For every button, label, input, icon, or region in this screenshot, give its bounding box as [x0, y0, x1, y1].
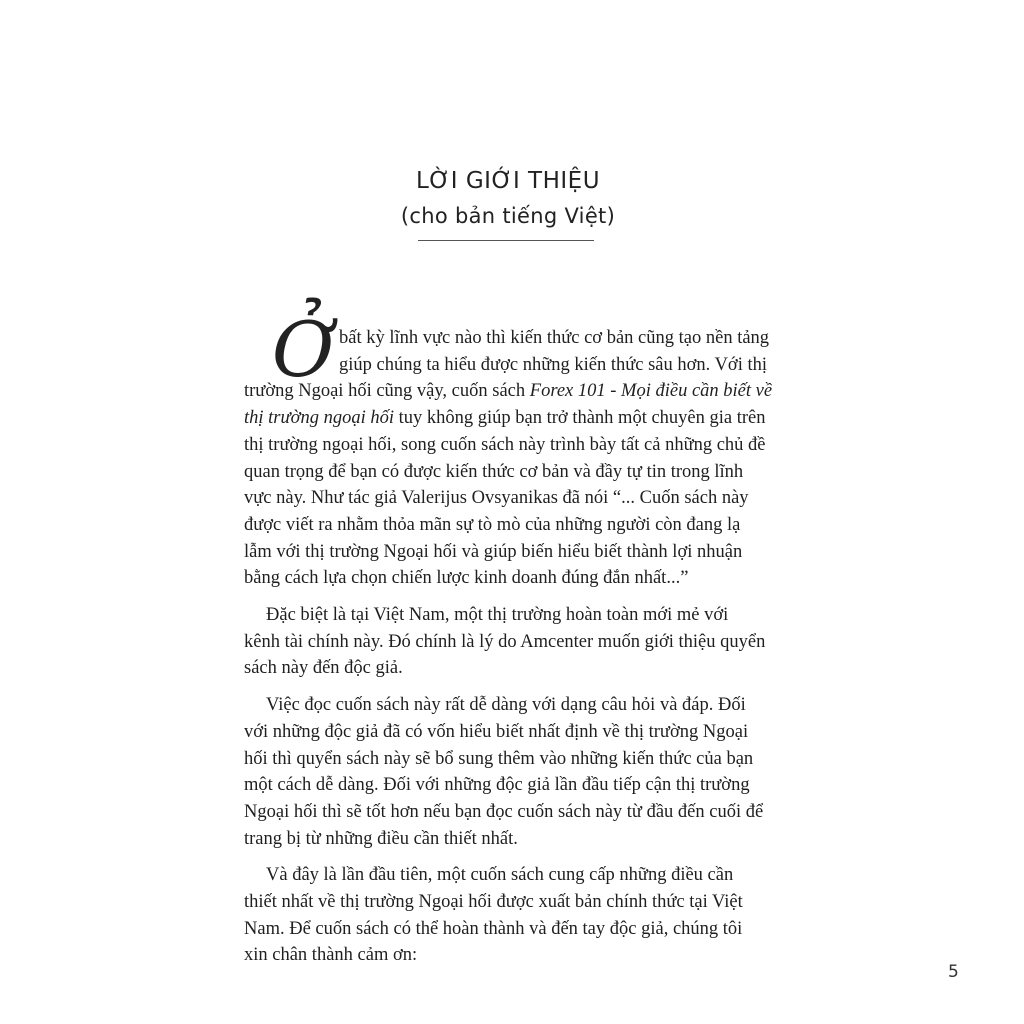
paragraph-4: [244, 862, 788, 969]
page-number: 5: [948, 962, 959, 982]
body-text: [244, 325, 788, 969]
paragraph-2: [244, 602, 788, 682]
text-line: Nam. Để cuốn sách có thể hoàn thành và đến tay độc giả, chúng tôi: [244, 918, 743, 939]
text-line: giúp chúng ta hiểu được những kiến thức sâu hơn. Với thị: [339, 354, 768, 375]
text-line: một cách dễ dàng. Đối với những độc giả lần đầu tiếp cận thị trường: [244, 775, 750, 796]
text-line: kênh tài chính này. Đó chính là lý do Amcenter muốn giới thiệu quyển: [244, 631, 766, 652]
text-line: lẫm với thị trường Ngoại hối và giúp biến hiểu biết thành lợi nhuận: [244, 541, 743, 562]
paragraph-3: [244, 692, 788, 852]
text-line: vực này. Như tác giả Valerijus Ovsyanikas đã nói “... Cuốn sách này: [244, 488, 749, 509]
text-line: thiết nhất về thị trường Ngoại hối được xuất bản chính thức tại Việt: [244, 892, 743, 913]
book-title-italic: thị trường ngoại hối: [244, 408, 394, 429]
text-line: sách này đến độc giả.: [244, 658, 403, 679]
text-line: bằng cách lựa chọn chiến lược kinh doanh đúng đắn nhất...”: [244, 568, 689, 589]
drop-cap: Ở: [272, 305, 335, 394]
text-line: hối thì quyển sách này sẽ bổ sung thêm vào những kiến thức của bạn: [244, 748, 754, 769]
text-line: Và đây là lần đầu tiên, một cuốn sách cung cấp những điều cần: [266, 865, 734, 886]
text-line: với những độc giả đã có vốn hiểu biết nhất định về thị trường Ngoại: [244, 721, 749, 742]
text-run: trường Ngoại hối cũng vậy, cuốn sách: [244, 381, 530, 402]
title-underline: [418, 240, 594, 241]
text-line: [244, 378, 788, 405]
text-line: xin chân thành cảm ơn:: [244, 945, 418, 966]
book-title-italic: Forex 101 - Mọi điều cần biết về: [529, 381, 773, 402]
text-line: thị trường ngoại hối, song cuốn sách này trình bày tất cả những chủ đề: [244, 434, 766, 455]
paragraph-1: [244, 325, 788, 592]
text-line: Đặc biệt là tại Việt Nam, một thị trường hoàn toàn mới mẻ với: [266, 605, 729, 626]
text-line: quan trọng để bạn có được kiến thức cơ bản và đầy tự tin trong lĩnh: [244, 461, 744, 482]
page-subtitle: (cho bản tiếng Việt): [400, 204, 616, 228]
page-title: LỜI GIỚI THIỆU: [415, 168, 601, 194]
text-run: tuy không giúp bạn trở thành một chuyên gia trên: [394, 408, 766, 429]
text-line: trang bị từ những điều cần thiết nhất.: [244, 828, 518, 849]
text-line: bất kỳ lĩnh vực nào thì kiến thức cơ bản cũng tạo nền tảng: [339, 328, 770, 348]
text-line: [244, 405, 788, 432]
text-line: Ngoại hối thì sẽ tốt hơn nếu bạn đọc cuốn sách này từ đầu đến cuối để: [244, 801, 764, 822]
text-line: Việc đọc cuốn sách này rất dễ dàng với dạng câu hỏi và đáp. Đối: [266, 695, 746, 716]
text-line: được viết ra nhằm thỏa mãn sự tò mò của những người còn đang lạ: [244, 514, 741, 535]
